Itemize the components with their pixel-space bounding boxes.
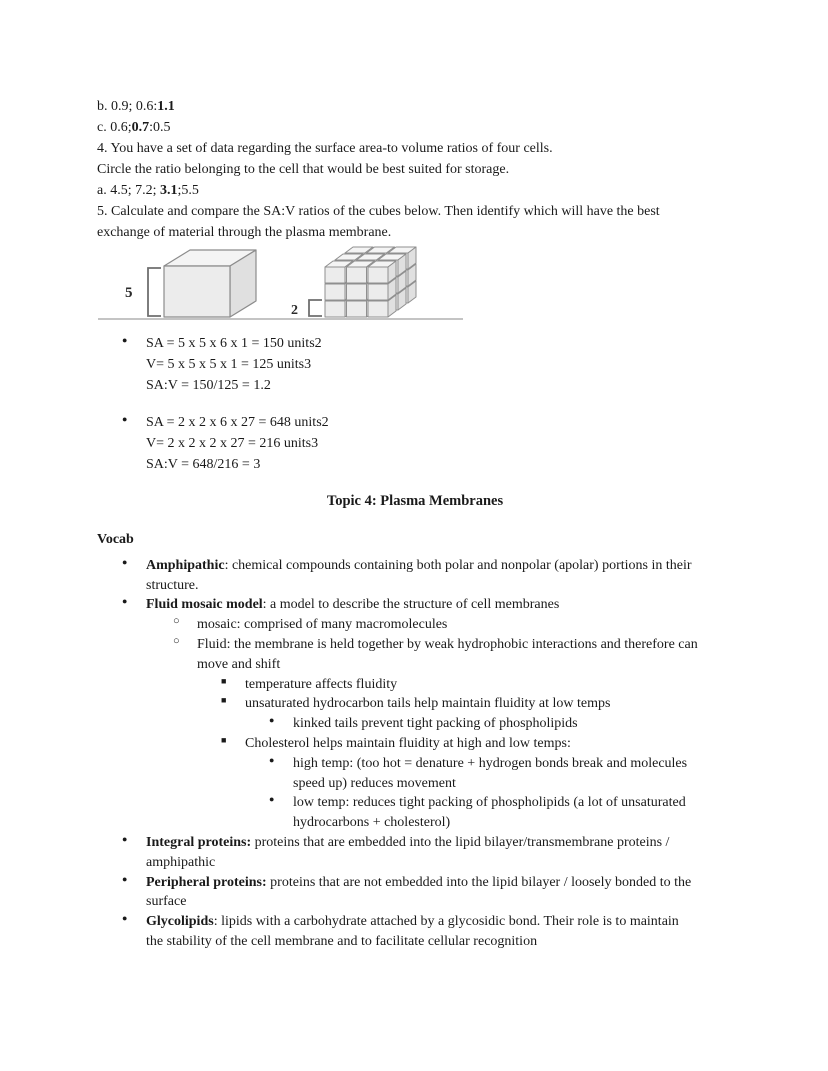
text-line xyxy=(293,793,733,813)
text-line xyxy=(245,694,733,714)
list-item xyxy=(97,714,733,734)
bullet-icon: ● xyxy=(122,414,128,425)
question-4-line-2: Circle the ratio belonging to the cell that would be best suited for storage. xyxy=(97,162,510,177)
vocab-list xyxy=(97,556,733,952)
list-item xyxy=(97,615,733,635)
question-5-line-2: exchange of material through the plasma membrane. xyxy=(97,225,392,240)
small-cube-face xyxy=(325,284,345,300)
list-item-text xyxy=(197,635,733,675)
bullet-icon: ● xyxy=(122,556,128,567)
text-line: move and shift xyxy=(197,656,281,672)
question-block xyxy=(97,96,733,243)
text-line: SA = 2 x 2 x 6 x 27 = 648 units2 xyxy=(146,415,329,431)
small-cube-face xyxy=(347,301,367,317)
answer-line-a: a. 4.5; 7.2; 3.1;5.5 xyxy=(97,183,199,198)
vocab-term: Fluid mosaic model xyxy=(146,597,263,613)
list-item-text xyxy=(197,615,733,635)
bullet-icon: ● xyxy=(122,873,128,884)
small-cube-face xyxy=(347,284,367,300)
small-cube-face xyxy=(325,301,345,317)
vocab-definition: : lipids with a carbohydrate attached by a glycosidic bond. Their role is to maintain xyxy=(213,914,679,930)
list-item xyxy=(97,635,733,675)
answer-line-b: b. 0.9; 0.6:1.1 xyxy=(97,99,175,114)
list-item xyxy=(97,675,733,695)
list-item-text xyxy=(146,833,733,873)
text-line xyxy=(146,873,733,893)
text-line: hydrocarbons + cholesterol) xyxy=(293,815,451,831)
calc-list xyxy=(97,334,733,476)
vocab-definition: high temp: (too hot = denature + hydrogen bonds break and molecules xyxy=(293,755,688,771)
list-item-text xyxy=(146,912,733,952)
text-line xyxy=(197,635,733,655)
vocab-term: Amphipathic xyxy=(146,557,225,573)
vocab-definition: low temp: reduces tight packing of phospholipids (a lot of unsaturated xyxy=(293,795,686,811)
bullet-icon: ● xyxy=(122,913,128,924)
vocab-definition: proteins that are not embedded into the lipid bilayer / loosely bonded to the xyxy=(266,874,692,890)
bullet-icon: ■ xyxy=(221,695,227,706)
list-item xyxy=(97,873,733,913)
text-line xyxy=(293,754,733,774)
list-item-text xyxy=(293,793,733,833)
bracket-2 xyxy=(309,300,322,316)
list-item xyxy=(97,793,733,833)
vocab-definition: : a model to describe the structure of cell membranes xyxy=(262,597,560,613)
text-line xyxy=(146,833,733,853)
text-line xyxy=(197,615,733,635)
list-item xyxy=(97,694,733,714)
text-line xyxy=(146,595,733,615)
cube-diagram-svg xyxy=(97,244,465,326)
question-4-line-1: 4. You have a set of data regarding the surface area-to volume ratios of four cells. xyxy=(97,141,553,156)
list-item-text xyxy=(245,694,733,714)
vocab-term: Peripheral proteins: xyxy=(146,874,267,890)
bullet-icon: ● xyxy=(122,833,128,844)
list-item-text xyxy=(146,413,733,475)
list-item xyxy=(97,912,733,952)
list-item xyxy=(97,334,733,396)
small-cube-stack xyxy=(325,247,416,317)
list-item xyxy=(97,833,733,873)
text-line: V= 5 x 5 x 5 x 1 = 125 units3 xyxy=(146,356,312,372)
vocab-definition: Fluid: the membrane is held together by weak hydrophobic interactions and therefore can xyxy=(197,636,698,652)
list-item-text xyxy=(245,734,733,754)
list-item-text xyxy=(146,595,733,615)
text-line xyxy=(245,675,733,695)
bullet-icon: ■ xyxy=(221,734,227,745)
vocab-definition: proteins that are embedded into the lipid bilayer/transmembrane proteins / xyxy=(251,834,670,850)
bullet-icon: ○ xyxy=(173,634,180,647)
large-cube-label: 5 xyxy=(125,285,133,301)
list-item xyxy=(97,556,733,596)
small-cube-face xyxy=(368,284,388,300)
text-line xyxy=(146,556,733,576)
answer-line-c: c. 0.6;0.7:0.5 xyxy=(97,120,171,135)
vocab-definition: Cholesterol helps maintain fluidity at high and low temps: xyxy=(245,735,571,751)
list-item xyxy=(97,413,733,475)
list-item-text xyxy=(146,556,733,596)
vocab-label: Vocab xyxy=(97,531,134,547)
text-line: amphipathic xyxy=(146,854,216,870)
bullet-icon: ● xyxy=(269,794,275,805)
bullet-icon: ● xyxy=(122,596,128,607)
vocab-term: Integral proteins: xyxy=(146,834,252,850)
list-item-text xyxy=(245,675,733,695)
vocab-definition: mosaic: comprised of many macromolecules xyxy=(197,617,448,633)
list-item-text xyxy=(293,714,733,734)
bullet-icon: ● xyxy=(122,335,128,345)
text-line xyxy=(245,734,733,754)
list-item xyxy=(97,734,733,754)
vocab-definition: temperature affects fluidity xyxy=(245,676,398,692)
small-cube-label: 2 xyxy=(291,303,298,318)
bullet-icon: ○ xyxy=(173,615,180,628)
list-item-text xyxy=(146,334,733,396)
vocab-term: Glycolipids xyxy=(146,914,214,930)
text-line xyxy=(146,912,733,932)
vocab-definition: kinked tails prevent tight packing of phospholipids xyxy=(293,716,578,732)
cube-diagram xyxy=(97,244,733,326)
bullet-icon: ■ xyxy=(221,675,227,686)
list-item xyxy=(97,754,733,794)
text-line: SA:V = 648/216 = 3 xyxy=(146,456,261,472)
text-line: SA:V = 150/125 = 1.2 xyxy=(146,377,271,393)
bullet-icon: ● xyxy=(269,754,275,765)
text-line: SA = 5 x 5 x 6 x 1 = 150 units2 xyxy=(146,336,322,351)
large-cube xyxy=(164,250,256,317)
small-cube-face xyxy=(325,267,345,283)
bracket-5 xyxy=(148,268,161,316)
vocab-definition: unsaturated hydrocarbon tails help maintain fluidity at low temps xyxy=(245,696,611,712)
text-line xyxy=(293,714,733,734)
small-cube-face xyxy=(368,267,388,283)
small-cube-face xyxy=(368,301,388,317)
text-line: speed up) reduces movement xyxy=(293,775,456,791)
text-line: the stability of the cell membrane and to facilitate cellular recognition xyxy=(146,933,538,949)
vocab-definition: : chemical compounds containing both polar and nonpolar (apolar) portions in their xyxy=(224,557,692,573)
text-line: structure. xyxy=(146,577,199,593)
list-item-text xyxy=(293,754,733,794)
text-line: V= 2 x 2 x 2 x 27 = 216 units3 xyxy=(146,436,319,452)
question-5-line-1: 5. Calculate and compare the SA:V ratios of the cubes below. Then identify which will have the best xyxy=(97,204,660,219)
text-line: surface xyxy=(146,894,187,910)
list-item xyxy=(97,595,733,615)
list-item-text xyxy=(146,873,733,913)
section-heading: Topic 4: Plasma Membranes xyxy=(326,492,504,509)
small-cube-face xyxy=(347,267,367,283)
bullet-icon: ● xyxy=(269,715,275,726)
